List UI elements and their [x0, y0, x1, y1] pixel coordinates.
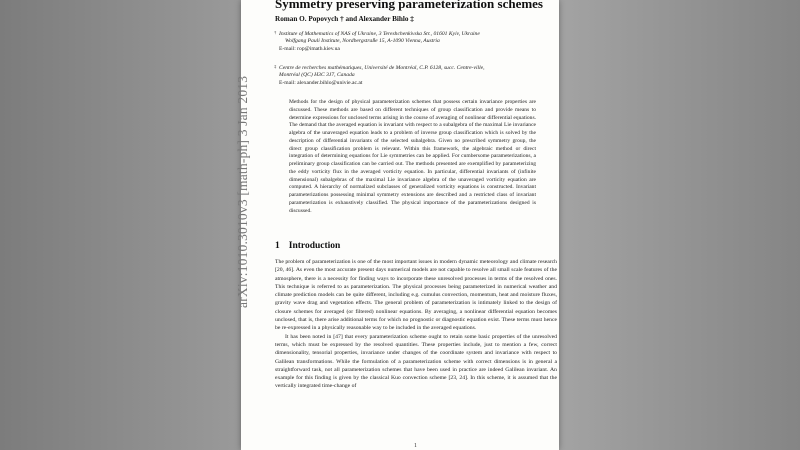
section-title: Introduction — [288, 241, 341, 251]
paper-page[interactable] — [241, 0, 559, 450]
paper-authors: Roman O. Popovych † and Alexander Bihlo ‡ — [275, 15, 414, 23]
affiliation-line: Institute of Mathematics of NAS of Ukraine, 3 Tereshchenkivska Str., 01601 Kyiv, Ukraine — [279, 31, 480, 37]
body-text — [275, 258, 557, 396]
paragraph: It has been noted in [47] that every parameterization scheme ought to retain some basic properties of the unresolved terms, which must be expressed by the resolved quantities. These properties include, just to mention a few, correct dimensionality, tensorial properties, invariance under changes of the coordinate system and invariance with respect to Galilean transformations. While the formulation of a parameterization scheme with correct dimensions is in general a straightforward task, not all parameterization schemes that have been used in practice are indeed Galilean invariant. An example for this finding is given by the classical Kuo convection scheme [23, 24]. In this scheme, it is assumed that the vertically integrated time-change of — [275, 333, 557, 390]
section-heading — [275, 241, 340, 251]
affiliation-line: Centre de recherches mathématiques, Université de Montréal, C.P. 6128, succ. Centre-ville, — [279, 65, 485, 71]
arxiv-stamp: arXiv:1010.3010v3 [math-ph] 3 Jan 2013 — [235, 75, 250, 308]
paragraph: The problem of parameterization is one of the most important issues in modern dynamic meteorology and climate research [20, 46]. As even the most accurate present days numerical models are not capable to resolve all small scale features of the atmosphere, there is a necessity for finding ways to incorporate these unresolved processes in terms of the resolved ones. This technique is referred to as parameterization. The physical processes being parameterized in numerical weather and climate prediction models can be quite different, including e.g. cumulus convection, momentum, heat and moisture fluxes, gravity wave drag and vegetation effects. The general problem of parameterization is intimately linked to the design of closure schemes for averaged (or filtered) nonlinear equations. By averaging, a nonlinear differential equation becomes unclosed, that is, there arise additional terms for which no prognostic or diagnostic equation exist. These terms must hence be re-expressed in a physically reasonable way to be included in the averaged equations. — [275, 259, 557, 332]
affiliation-line: Wolfgang Pauli Institute, Nordbergstraße 15, A-1090 Vienna, Austria — [285, 38, 440, 45]
abstract: Methods for the design of physical parameterization schemes that possess certain invariance properties are discussed. These methods are based on different techniques of group classification and provide means to determine expressions for unclosed terms arising in the course of averaging of nonlinear differential equations. The demand that the averaged equation is invariant with respect to a subalgebra of the maximal Lie invariance algebra of the unaveraged equation leads to a problem of inverse group classification which is solved by the description of differential invariants of the selected subalgebra. Given no prescribed symmetry group, the direct group classification problem is relevant. Within this framework, the algebraic method or direct integration of determining equations for Lie symmetries can be applied. For cumbersome parameterizations, a preliminary group classification can be carried out. The methods presented are exemplified by parameterizing the eddy vorticity flux in the averaged vorticity equation. In particular, differential invariants of (infinite dimensional) subalgebras of the maximal Lie invariance algebra of the unaveraged vorticity equation are computed. A hierarchy of normalized subclasses of generalized vorticity equations is constructed. Invariant parameterizations possessing minimal symmetry extensions are described and a restricted class of invariant parameterization is exhaustively classified. The physical importance of the parameterizations designed is discussed. — [289, 99, 536, 214]
affiliation-2 — [274, 64, 485, 87]
affiliation-email[interactable]: E-mail: alexander.bihlo@univie.ac.at — [279, 79, 363, 86]
affiliation-line: Montréal (QC) H3C 3J7, Canada — [279, 72, 355, 79]
affiliation-email[interactable]: E-mail: rop@imath.kiev.ua — [279, 45, 340, 52]
affiliation-mark: † — [274, 30, 277, 35]
section-number: 1 — [275, 241, 280, 251]
affiliation-mark: ‡ — [274, 64, 277, 69]
page-number: 1 — [414, 443, 417, 449]
paper-title: Symmetry preserving parameterization schemes — [275, 0, 543, 11]
affiliation-1 — [274, 30, 480, 53]
